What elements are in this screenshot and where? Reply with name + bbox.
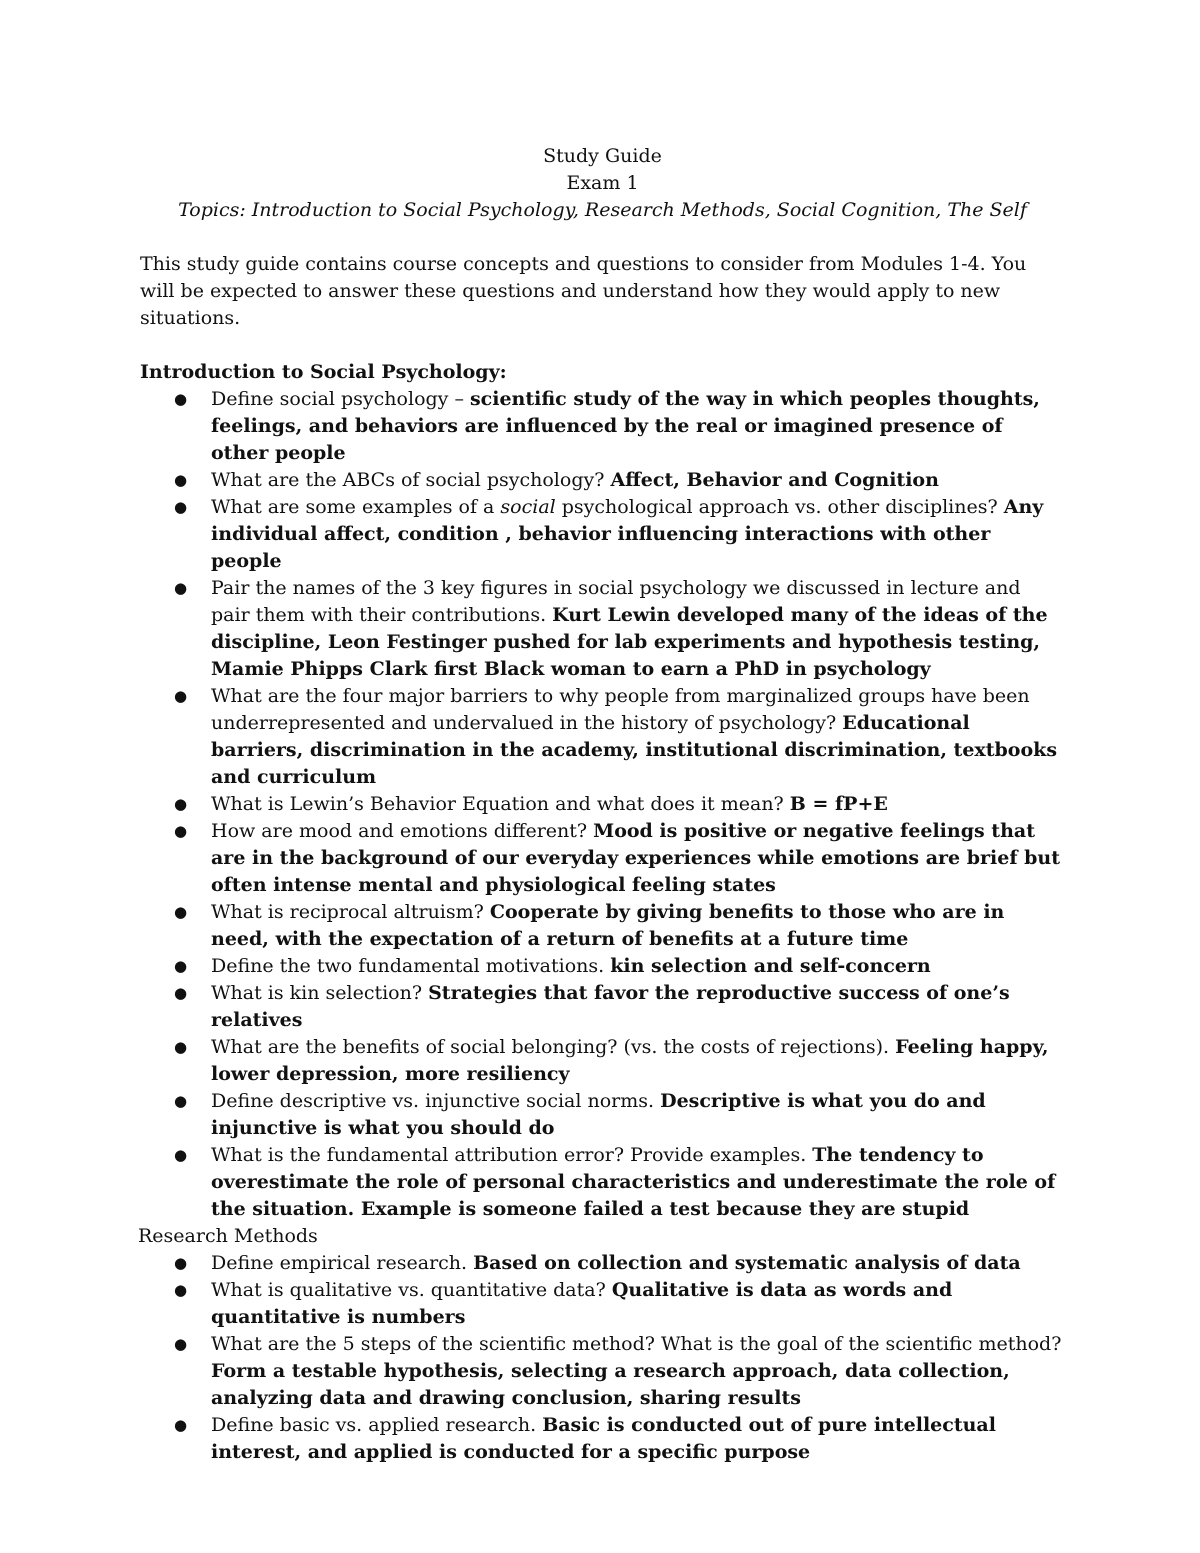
list-item bbox=[140, 953, 1065, 980]
question-text: Define basic vs. applied research. bbox=[211, 1414, 543, 1436]
list-item bbox=[140, 1331, 1065, 1412]
question-text: Pair the names of the 3 key figures in social psychology we discussed in lecture and pair them with their contributions. bbox=[211, 577, 1021, 626]
list-item bbox=[140, 494, 1065, 575]
list-item bbox=[140, 683, 1065, 791]
document-title: Study Guide bbox=[543, 145, 662, 167]
bullet-icon: ● bbox=[174, 795, 188, 813]
answer-text: Qualitative is data as words and quantitative is numbers bbox=[211, 1279, 953, 1328]
question-text: What is the fundamental attribution error? Provide examples. bbox=[211, 1144, 813, 1166]
bullet-icon: ● bbox=[174, 579, 188, 597]
question-text: Define descriptive vs. injunctive social norms. bbox=[211, 1090, 661, 1112]
bullet-icon: ● bbox=[174, 1146, 188, 1164]
bullet-icon: ● bbox=[174, 1416, 188, 1434]
answer-text: Educational barriers, discrimination in the academy, institutional discrimination, textbooks and curriculum bbox=[211, 712, 1058, 788]
list-item bbox=[140, 386, 1065, 467]
question-text: What are the 5 steps of the scientific method? What is the goal of the scientific method? bbox=[211, 1333, 1062, 1355]
bullet-icon: ● bbox=[174, 1281, 188, 1299]
list-item bbox=[140, 1250, 1065, 1277]
document-page bbox=[140, 143, 1065, 1466]
bullet-icon: ● bbox=[174, 1254, 188, 1272]
section-heading-intro-social-psychology: Introduction to Social Psychology: bbox=[140, 361, 507, 383]
answer-text: Basic is conducted out of pure intellectual interest, and applied is conducted for a specific purpose bbox=[211, 1414, 996, 1463]
answer-text: The tendency to overestimate the role of personal characteristics and underestimate the role of the situation. Example is someone failed a test because they are stupid bbox=[211, 1144, 1056, 1220]
list-item bbox=[140, 791, 1065, 818]
bullet-icon: ● bbox=[174, 1038, 188, 1056]
answer-text: Based on collection and systematic analysis of data bbox=[473, 1252, 1021, 1274]
bullet-icon: ● bbox=[174, 498, 188, 516]
list-item bbox=[140, 1142, 1065, 1223]
bullet-icon: ● bbox=[174, 687, 188, 705]
question-text: How are mood and emotions different? bbox=[211, 820, 594, 842]
intro-paragraph: This study guide contains course concepts and questions to consider from Modules 1-4. You will be expected to answer these questions and understand how they would apply to new situations. bbox=[140, 253, 1027, 329]
list-item bbox=[140, 1412, 1065, 1466]
answer-text: Descriptive is what you do and injunctive is what you should do bbox=[211, 1090, 986, 1139]
exam-label: Exam 1 bbox=[566, 172, 639, 194]
question-text: What is qualitative vs. quantitative data? bbox=[211, 1279, 612, 1301]
topics-line: Topics: Introduction to Social Psychology, Research Methods, Social Cognition, The Self bbox=[178, 199, 1027, 221]
answer-text: Cooperate by giving benefits to those who are in need, with the expectation of a return of benefits at a future time bbox=[211, 901, 1005, 950]
list-item bbox=[140, 575, 1065, 683]
list-item bbox=[140, 467, 1065, 494]
question-text: What are the ABCs of social psychology? bbox=[211, 469, 611, 491]
answer-text: Kurt Lewin developed many of the ideas of the discipline, Leon Festinger pushed for lab experiments and hypothesis testing, Mamie Phipps Clark first Black woman to earn a PhD in psychology bbox=[211, 604, 1048, 680]
bullet-icon: ● bbox=[174, 1092, 188, 1110]
answer-text: Form a testable hypothesis, selecting a research approach, data collection, analyzing data and drawing conclusion, sharing results bbox=[211, 1360, 1010, 1409]
answer-text: Any individual affect, condition , behavior influencing interactions with other people bbox=[211, 496, 1044, 572]
answer-text: Feeling happy, lower depression, more resiliency bbox=[211, 1036, 1049, 1085]
list-item bbox=[140, 1034, 1065, 1088]
list-item bbox=[140, 899, 1065, 953]
question-text: What is reciprocal altruism? bbox=[211, 901, 490, 923]
answer-text: B = fP+E bbox=[789, 793, 888, 815]
bullet-icon: ● bbox=[174, 957, 188, 975]
bullet-icon: ● bbox=[174, 1335, 188, 1353]
list-item bbox=[140, 1277, 1065, 1331]
question-list-intro bbox=[140, 386, 1065, 1223]
question-text: Define the two fundamental motivations. bbox=[211, 955, 611, 977]
question-text: psychological approach vs. other disciplines? bbox=[555, 496, 1004, 518]
bullet-icon: ● bbox=[174, 390, 188, 408]
answer-text: Affect, Behavior and Cognition bbox=[610, 469, 939, 491]
question-text: What is kin selection? bbox=[211, 982, 429, 1004]
answer-text: kin selection and self-concern bbox=[610, 955, 931, 977]
answer-text: Mood is positive or negative feelings that are in the background of our everyday experiences while emotions are brief but often intense mental and physiological feeling states bbox=[211, 820, 1061, 896]
bullet-icon: ● bbox=[174, 984, 188, 1002]
list-item bbox=[140, 980, 1065, 1034]
question-text: What are the benefits of social belonging? (vs. the costs of rejections). bbox=[211, 1036, 896, 1058]
bullet-icon: ● bbox=[174, 471, 188, 489]
question-list-research-methods bbox=[140, 1250, 1065, 1466]
list-item bbox=[140, 1088, 1065, 1142]
answer-text: scientific study of the way in which peoples thoughts, feelings, and behaviors are influenced by the real or imagined presence of other people bbox=[211, 388, 1040, 464]
question-text: What is Lewin’s Behavior Equation and what does it mean? bbox=[211, 793, 790, 815]
bullet-icon: ● bbox=[174, 903, 188, 921]
question-text: Define social psychology – bbox=[211, 388, 470, 410]
question-text-start: What are some examples of a bbox=[211, 496, 501, 518]
question-emphasis: social bbox=[500, 496, 556, 518]
question-text: What are the four major barriers to why people from marginalized groups have been underrepresented and undervalued in the history of psychology? bbox=[211, 685, 1030, 734]
document-header bbox=[140, 143, 1065, 224]
bullet-icon: ● bbox=[174, 822, 188, 840]
question-text: Define empirical research. bbox=[211, 1252, 474, 1274]
section-heading-research-methods: Research Methods bbox=[138, 1225, 318, 1247]
answer-text: Strategies that favor the reproductive success of one’s relatives bbox=[211, 982, 1010, 1031]
list-item bbox=[140, 818, 1065, 899]
